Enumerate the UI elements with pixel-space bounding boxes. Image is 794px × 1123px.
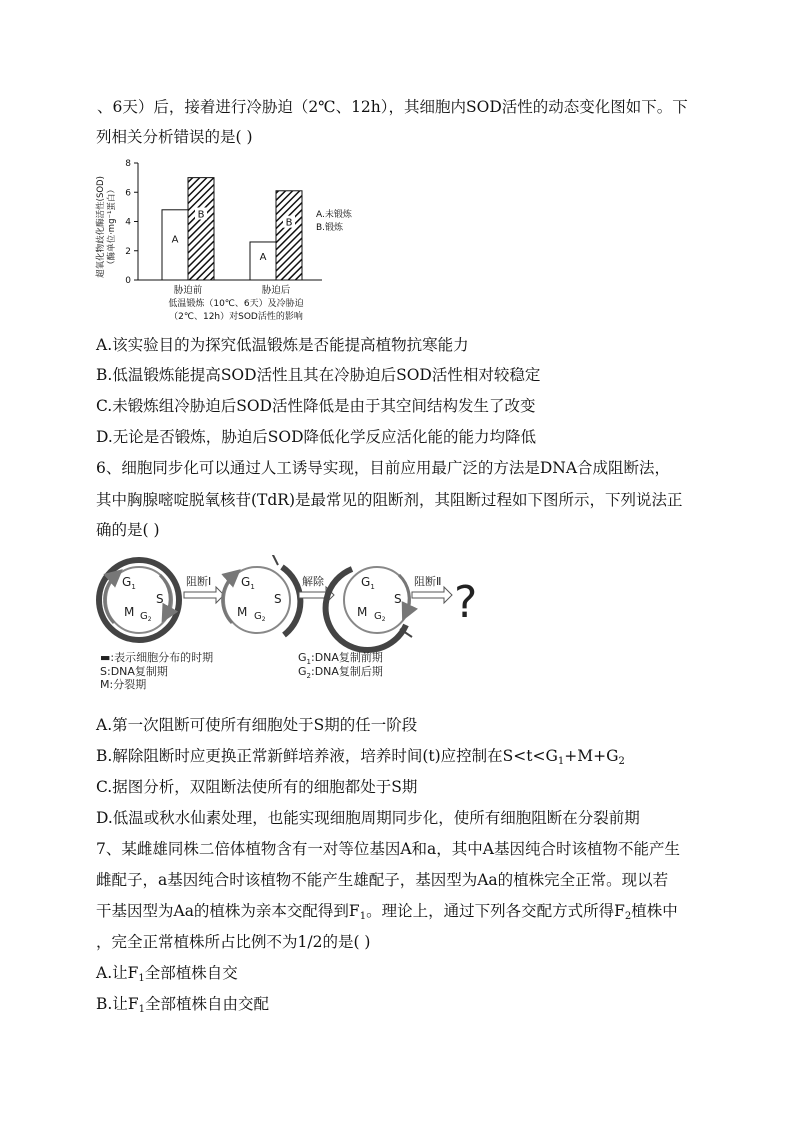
g1-label-3: $G_1$ (361, 575, 375, 591)
y-tick-label: 8 (125, 159, 131, 169)
y-axis-label-line1: 超氧化物歧化酶活性(SOD) (96, 176, 106, 278)
chart-caption-line1: 低温锻炼（10℃、6天）及冷胁迫 (168, 299, 304, 309)
bar-data-label: B (285, 217, 293, 229)
cell-cycle-blocking-diagram (94, 555, 494, 690)
q5-option-a: A.该实验目的为探究低温锻炼是否能提高植物抗寒能力 (96, 336, 469, 354)
chart-caption-line2: （2℃、12h）对SOD活性的影响 (169, 312, 303, 322)
x-category-label: 胁迫前 (173, 285, 203, 296)
arrow-label-block-1: 阻断Ⅰ (186, 575, 212, 588)
bar-data-label: B (197, 209, 205, 221)
y-tick-label: 0 (125, 276, 131, 286)
cell-cycle-3 (326, 567, 412, 650)
legend-g1-phase: $G_1:DNA$复制前期 (298, 651, 383, 666)
q6-option-a: A.第一次阻断可使所有细胞处于S期的任一阶段 (96, 716, 418, 734)
cell-cycle-2 (223, 555, 301, 635)
y-axis-ticks (125, 159, 138, 286)
x-axis-categories (174, 284, 291, 296)
legend-s-phase: S:DNA复制期 (100, 665, 168, 678)
x-category-label: 胁迫后 (261, 285, 291, 296)
q6-option-c: C.据图分析，双阻断法使所有的细胞都处于S期 (96, 778, 418, 796)
q7-stem-line3: 干基因型为Aa的植株为亲本交配得到$F_1$。理论上，通过下列各交配方式所得$F_2$植株中 (96, 902, 678, 922)
q7-option-b: B.让$F_1$全部植株自由交配 (96, 995, 269, 1015)
bars-group (162, 178, 302, 280)
legend-item-b: B.锻炼 (316, 223, 344, 233)
y-tick-label: 2 (125, 246, 131, 257)
y-axis-label-line2: （酶单位·mg⁻¹蛋白） (107, 185, 117, 269)
bar-b-1 (188, 178, 214, 280)
sod-activity-chart (94, 155, 394, 327)
g2-label-1: $G_2$ (140, 611, 152, 623)
g1-label-2: $G_1$ (241, 575, 255, 591)
q6-stem-line1: 6、细胞同步化可以通过人工诱导实现，目前应用最广泛的方法是DNA合成阻断法， (96, 459, 671, 477)
m-label-1: M (124, 605, 135, 619)
bar-b-2 (276, 191, 302, 280)
q6-stem-line3: 确的是( ) (96, 521, 160, 539)
q7-stem-line4: ，完全正常植株所占比例不为1/2的是( ) (96, 933, 371, 951)
legend-g2-phase: $G_2:DNA$复制后期 (298, 665, 383, 680)
legend-m-phase: M:分裂期 (100, 678, 147, 690)
q7-option-a: A.让$F_1$全部植株自交 (96, 964, 238, 984)
g2-label-3: $G_2$ (374, 611, 386, 623)
bar-data-label: A (259, 252, 267, 264)
legend-distribution: ▬:表示细胞分布的时期 (100, 651, 214, 664)
g2-label-2: $G_2$ (254, 611, 266, 623)
s-label-2: S (274, 592, 282, 606)
q7-stem-line1: 7、某雌雄同株二倍体植物含有一对等位基因A和a，其中A基因纯合时该植物不能产生 (96, 840, 680, 858)
s-label-1: S (156, 592, 164, 606)
q5-option-b: B.低温锻炼能提高SOD活性且其在冷胁迫后SOD活性相对较稳定 (96, 366, 541, 384)
y-tick-label: 6 (125, 188, 131, 199)
q7-stem-line2: 雌配子，a基因纯合时该植物不能产生雄配子，基因型为Aa的植株完全正常。现以若 (96, 871, 669, 889)
bar-data-label: A (171, 234, 179, 246)
q5-stem-line2: 列相关分析错误的是( ) (96, 128, 253, 146)
q6-option-d: D.低温或秋水仙素处理，也能实现细胞周期同步化，使所有细胞阻断在分裂前期 (96, 809, 640, 827)
q5-stem-line1: 、6天）后，接着进行冷胁迫（2℃、12h），其细胞内SOD活性的动态变化图如下。下 (97, 98, 688, 116)
q6-option-b: B.解除阻断时应更换正常新鲜培养液，培养时间(t)应控制在$S<t<G_1+M+G_2$ (96, 747, 625, 767)
q5-option-c: C.未锻炼组冷胁迫后SOD活性降低是由于其空间结构发生了改变 (96, 397, 536, 415)
m-label-3: M (357, 605, 368, 619)
question-mark: ? (454, 577, 478, 628)
q6-stem-line2: 其中胸腺嘧啶脱氧核苷(TdR)是最常见的阻断剂，其阻断过程如下图所示，下列说法正 (96, 491, 683, 509)
arrow-label-block-2: 阻断Ⅱ (414, 575, 442, 588)
s-label-3: S (394, 592, 402, 606)
diagram-legend (100, 650, 383, 690)
arrow-block-1 (184, 574, 224, 603)
arrow-block-2 (412, 574, 452, 603)
legend-item-a: A.未锻炼 (316, 210, 352, 220)
m-label-2: M (237, 605, 248, 619)
g1-label-1: $G_1$ (122, 575, 136, 591)
cell-cycle-1 (99, 560, 179, 640)
q5-option-d: D.无论是否锻炼，胁迫后SOD降低化学反应活化能的能力均降低 (96, 428, 537, 446)
y-tick-label: 4 (125, 217, 131, 228)
arrow-label-release: 解除 (302, 575, 324, 588)
